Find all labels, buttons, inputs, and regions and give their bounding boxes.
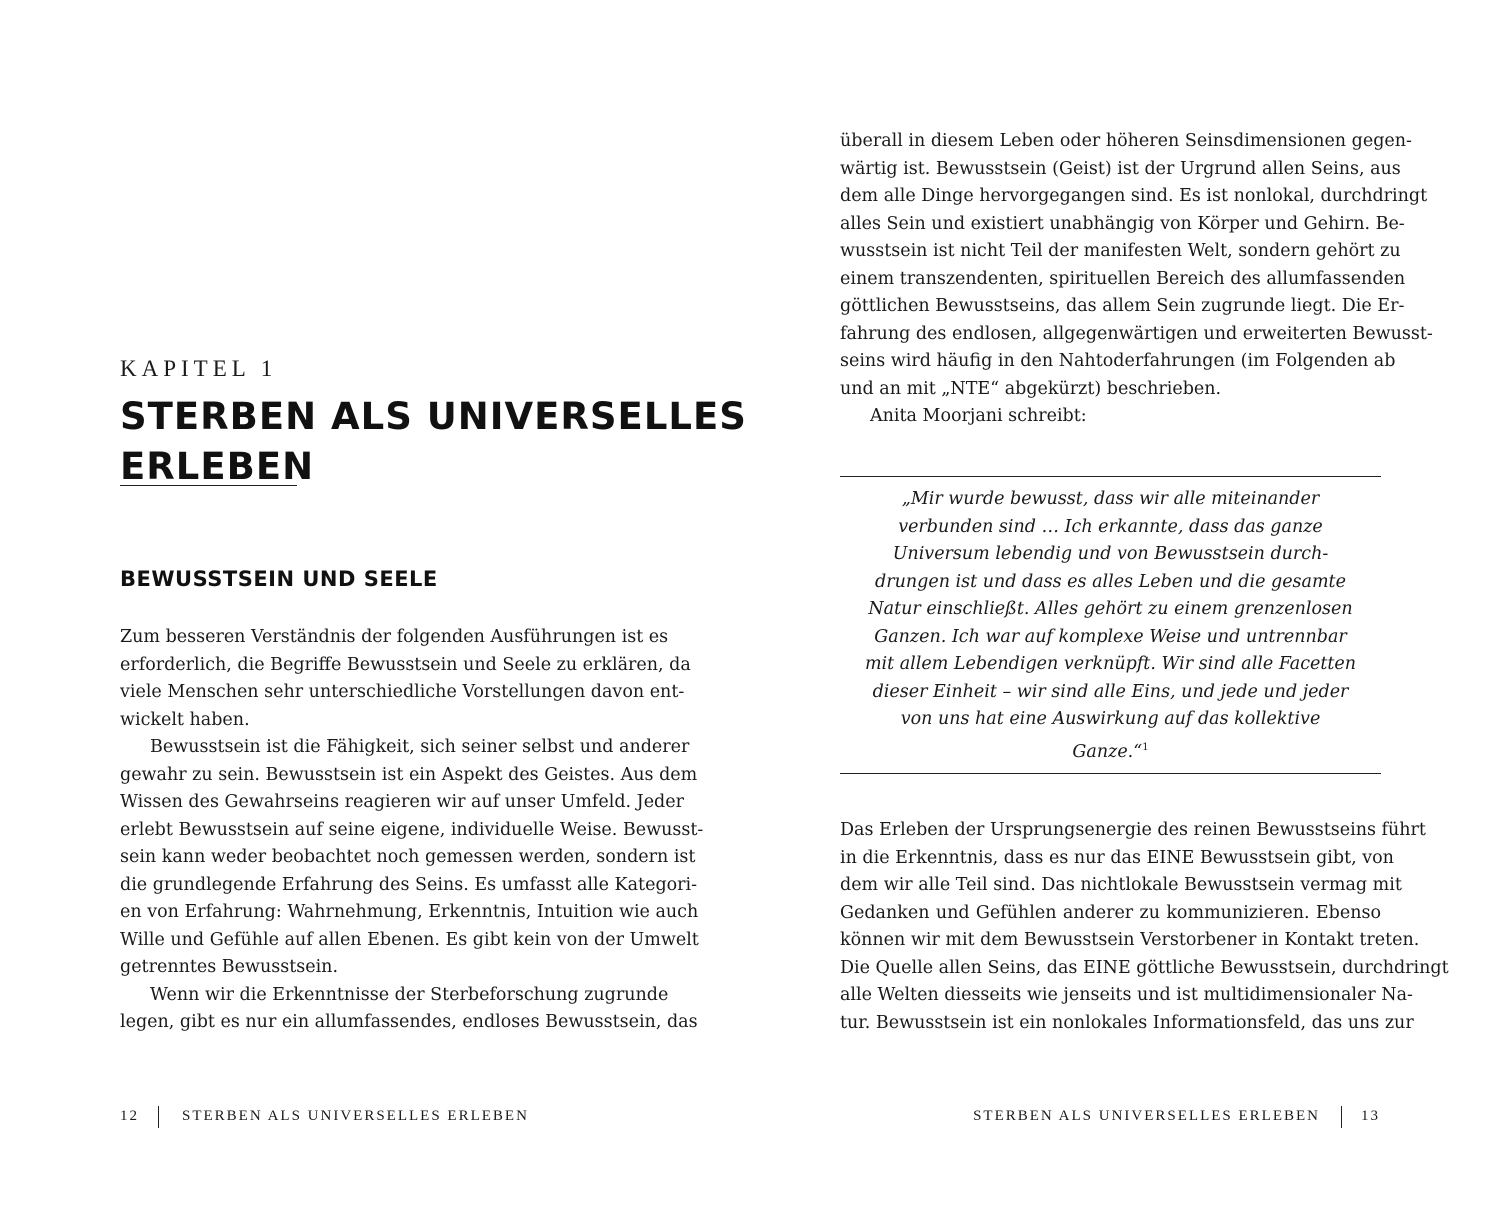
text-line: Gedanken und Gefühlen anderer zu kommunizieren. Ebenso [840, 902, 1381, 923]
right-body-text-top [840, 128, 1433, 431]
text-line: viele Menschen sehr unterschiedliche Vorstellungen davon ent- [120, 682, 685, 702]
quote-top-rule [840, 476, 1381, 477]
quote-line: mit allem Lebendigen verknüpft. Wir sind alle Facetten [864, 654, 1357, 674]
folio-separator [1341, 1106, 1342, 1128]
page-number-left: 12 [120, 1108, 139, 1124]
quote-bottom-rule [840, 773, 1381, 774]
text-line: Das Erleben der Ursprungsenergie des reinen Bewusstseins führt [840, 820, 1426, 840]
text-line: Anita Moorjani schreibt: [870, 406, 1087, 426]
text-line: die grundlegende Erfahrung des Seins. Es umfasst alle Kategori- [120, 874, 698, 895]
text-line: Die Quelle allen Seins, das EINE göttliche Bewusstsein, durchdringt [840, 957, 1449, 978]
quote-line: „Mir wurde bewusst, dass wir alle miteinander [901, 489, 1320, 509]
section-heading: BEWUSSTSEIN UND SEELE [120, 567, 438, 591]
text-line: Bewusstsein ist die Fähigkeit, sich seiner selbst und anderer [150, 737, 690, 757]
text-line: getrenntes Bewusstsein. [120, 957, 339, 977]
left-body-text [120, 624, 704, 1037]
quote-line: drungen ist und dass es alles Leben und die gesamte [875, 571, 1346, 592]
chapter-title-underline [120, 485, 297, 486]
text-line: können wir mit dem Bewusstsein Verstorbener in Kontakt treten. [840, 930, 1420, 950]
quote-last-line [840, 734, 1381, 762]
footnote-marker[interactable]: 1 [1142, 741, 1149, 753]
text-line: alles Sein und existiert unabhängig von Körper und Gehirn. Be- [840, 213, 1405, 234]
text-line: Wenn wir die Erkenntnisse der Sterbeforschung zugrunde [150, 984, 669, 1005]
block-quote [840, 486, 1381, 761]
text-line: dem wir alle Teil sind. Das nichtlokale Bewusstsein vermag mit [840, 875, 1402, 895]
text-line: en von Erfahrung: Wahrnehmung, Erkenntnis, Intuition wie auch [120, 902, 699, 922]
text-line: sein kann weder beobachtet noch gemessen werden, sondern ist [120, 847, 696, 867]
quote-line: Natur einschließt. Alles gehört zu einem grenzenlosen [868, 599, 1353, 619]
text-line: wärtig ist. Bewusstsein (Geist) ist der Urgrund allen Seins, aus [840, 158, 1401, 179]
text-line: einem transzendenten, spirituellen Bereich des allumfassenden [840, 268, 1406, 289]
text-line: gewahr zu sein. Bewusstsein ist ein Aspekt des Geistes. Aus dem [120, 764, 698, 785]
text-line: göttlichen Bewusstseins, das allem Sein zugrunde liegt. Die Er- [840, 296, 1405, 316]
text-line: und an mit „NTE“ abgekürzt) beschrieben. [840, 378, 1222, 399]
quote-line: von uns hat eine Auswirkung auf das kollektive [900, 709, 1321, 729]
running-head-right: STERBEN ALS UNIVERSELLES ERLEBEN [973, 1108, 1320, 1124]
text-line: dem alle Dinge hervorgegangen sind. Es ist nonlokal, durchdringt [840, 186, 1428, 206]
text-line: tur. Bewusstsein ist ein nonlokales Informationsfeld, das uns zur [840, 1012, 1414, 1033]
chapter-title-line: ERLEBEN [120, 445, 315, 488]
folio-separator [158, 1106, 159, 1128]
page-number-right: 13 [1361, 1108, 1380, 1124]
text-line: wickelt haben. [120, 709, 250, 730]
chapter-title [120, 392, 747, 492]
text-line: erlebt Bewusstsein auf seine eigene, individuelle Weise. Bewusst- [120, 819, 704, 840]
text-line: Zum besseren Verständnis der folgenden Ausführungen ist es [120, 627, 669, 647]
quote-line: dieser Einheit – wir sind alle Eins, und jede und jeder [872, 681, 1349, 702]
text-line: überall in diesem Leben oder höheren Seinsdimensionen gegen- [840, 131, 1412, 151]
text-line: Wissen des Gewahrseins reagieren wir auf unser Umfeld. Jeder [120, 792, 684, 812]
text-line: erforderlich, die Begriffe Bewusstsein und Seele zu erklären, da [120, 654, 691, 675]
text-line: seins wird häufig in den Nahtoderfahrungen (im Folgenden ab [840, 351, 1396, 371]
text-line: fahrung des endlosen, allgegenwärtigen und erweiterten Bewusst- [840, 323, 1433, 344]
chapter-label: KAPITEL 1 [120, 356, 278, 381]
quote-line: verbunden sind … Ich erkannte, dass das ganze [898, 516, 1323, 537]
right-body-text-bottom [840, 817, 1449, 1037]
text-line: legen, gibt es nur ein allumfassendes, endloses Bewusstsein, das [120, 1012, 698, 1032]
quote-line: Ganzen. Ich war auf komplexe Weise und untrennbar [874, 626, 1347, 647]
text-line: in die Erkenntnis, dass es nur das EINE Bewusstsein gibt, von [840, 847, 1394, 868]
quote-line: Universum lebendig und von Bewusstsein durch- [892, 544, 1329, 564]
running-head-left: STERBEN ALS UNIVERSELLES ERLEBEN [182, 1108, 529, 1124]
quote-line: Ganze.“ [1072, 741, 1143, 762]
text-line: Wille und Gefühle auf allen Ebenen. Es gibt kein von der Umwelt [120, 929, 699, 950]
text-line: wusstsein ist nicht Teil der manifesten Welt, sondern gehört zu [840, 241, 1401, 261]
chapter-title-line: STERBEN ALS UNIVERSELLES [120, 395, 747, 438]
text-line: alle Welten diesseits wie jenseits und ist multidimensionaler Na- [840, 985, 1413, 1005]
